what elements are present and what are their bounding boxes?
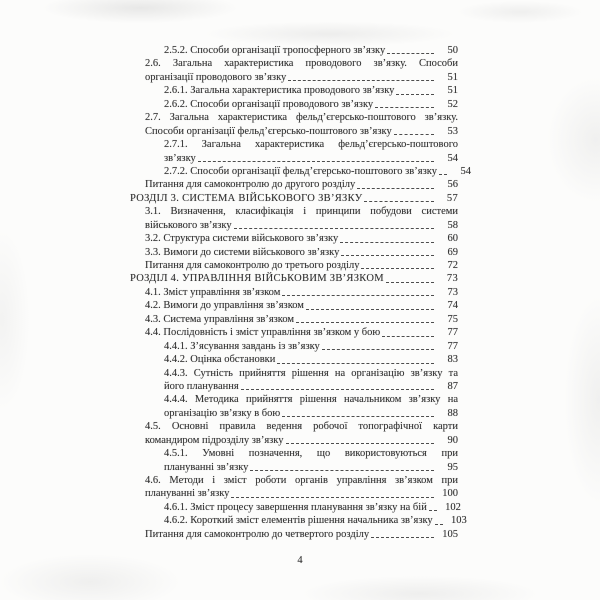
toc-entry-title: 4.5. Основні правила ведення робочої топографічної карти — [145, 421, 458, 433]
dotted-leader — [429, 510, 437, 511]
toc-entry-title: командиром підрозділу зв’язку — [145, 434, 284, 446]
toc-page-number: 50 — [447, 45, 458, 56]
dotted-leader — [234, 228, 434, 229]
toc-page-number: 103 — [450, 515, 467, 527]
toc-page-number: 77 — [447, 327, 458, 339]
dotted-leader — [250, 470, 434, 471]
toc-entry-title: Питання для самоконтролю до четвертого розділу — [145, 528, 370, 540]
dotted-leader — [371, 537, 434, 538]
toc-entry-row — [130, 528, 458, 541]
toc-entry-title: організації проводового зв’язку — [145, 71, 287, 83]
toc-page-number: 52 — [447, 98, 458, 110]
toc-entry-title: 4.1. Зміст управління зв’язком — [145, 286, 281, 298]
toc-chapter-row — [130, 192, 458, 205]
toc-entry-title: 2.5.2. Способи організації тропосферного зв’язку — [164, 45, 386, 56]
toc-entry-row — [130, 514, 467, 527]
toc-entry-title: 2.7. Загальна характеристика фельд’єгерсько-поштового зв’язку. — [145, 112, 458, 124]
dotted-leader — [277, 363, 434, 364]
toc-page-number: 74 — [447, 300, 458, 312]
toc-entry-title: 3.3. Вимоги до системи військового зв’язку — [145, 246, 340, 258]
dotted-leader — [435, 524, 443, 525]
toc-entry-row — [130, 487, 458, 500]
toc-page-number: 73 — [446, 273, 458, 285]
toc-entry-row — [130, 125, 458, 138]
toc-entry-title: 4.4. Послідовність і зміст управління зв’язком у бою — [145, 327, 381, 339]
table-of-contents — [130, 44, 471, 541]
toc-entry-title: 2.7.1. Загальна характеристика фельд’єгерсько-поштового — [164, 139, 458, 151]
toc-entry-row — [130, 434, 458, 447]
toc-entry-title: 4.5.1. Умовні позначення, що використовуються при — [164, 448, 458, 460]
toc-entry-title: 4.6. Методи і зміст роботи органів управління зв’язком при — [145, 475, 458, 486]
toc-page-number: 95 — [447, 461, 458, 473]
toc-entry-row — [130, 299, 458, 312]
toc-entry-row — [130, 246, 458, 259]
dotted-leader — [322, 349, 434, 350]
toc-entry-row — [130, 165, 471, 178]
toc-page-number: 77 — [447, 340, 458, 352]
toc-entry-title: 4.6.2. Короткий зміст елементів рішення начальника зв’язку — [164, 515, 433, 527]
toc-entry-title: військового зв’язку — [145, 219, 232, 231]
toc-entry-row — [130, 286, 458, 299]
toc-entry-row — [130, 98, 458, 111]
toc-entry-row — [130, 353, 458, 366]
toc-entry-row — [130, 474, 458, 487]
toc-page-number: 75 — [447, 313, 458, 325]
toc-entry-title: 4.6.1. Зміст процесу завершення планування зв’язку на бій — [164, 501, 427, 513]
toc-entry-title: 4.4.1. З’ясування завдань із зв’язку — [164, 340, 320, 352]
toc-page-number: 72 — [447, 260, 458, 271]
dotted-leader — [198, 161, 434, 162]
toc-entry-title: 4.4.2. Оцінка обстановки — [164, 354, 276, 366]
toc-entry-row — [130, 84, 458, 97]
toc-entry-row — [130, 219, 458, 232]
dotted-leader — [286, 443, 435, 444]
page-number-footer: 4 — [297, 555, 303, 566]
toc-entry-row — [130, 501, 461, 514]
dotted-leader — [231, 497, 434, 498]
toc-page-number: 56 — [447, 179, 458, 191]
toc-entry-row — [130, 232, 458, 245]
toc-entry-title: Питання для самоконтролю до третього розділу — [145, 260, 360, 271]
toc-entry-title: 3.2. Структура системи військового зв’язку — [145, 233, 339, 245]
toc-page-number: 60 — [447, 233, 458, 245]
toc-entry-row — [130, 44, 458, 57]
toc-entry-title: 4.3. Система управління зв’язком — [145, 313, 295, 325]
dotted-leader — [375, 107, 434, 108]
dotted-leader — [341, 255, 434, 256]
toc-entry-title: 4.2. Вимоги до управління зв’язком — [145, 300, 304, 312]
toc-page-number: 88 — [447, 407, 458, 419]
toc-entry-row — [130, 447, 458, 460]
toc-entry-title: 2.6. Загальна характеристика проводового зв’язку. Способи — [145, 58, 458, 70]
toc-entry-row — [130, 367, 458, 380]
toc-entry-title: 4.4.4. Методика прийняття рішення начальником зв’язку на — [164, 394, 458, 406]
toc-entry-row — [130, 407, 458, 420]
toc-chapter-title: РОЗДІЛ 3. СИСТЕМА ВІЙСЬКОВОГО ЗВ’ЯЗКУ — [130, 192, 363, 204]
dotted-leader — [296, 322, 434, 323]
dotted-leader — [340, 242, 434, 243]
toc-entry-title: 3.1. Визначення, класифікація і принципи побудови системи — [145, 206, 458, 218]
toc-chapter-row — [130, 272, 458, 285]
toc-entry-row — [130, 111, 458, 124]
toc-entry-row — [130, 380, 458, 393]
toc-entry-title: зв’язку — [164, 152, 196, 164]
toc-entry-row — [130, 205, 458, 218]
toc-page-number: 102 — [445, 501, 461, 513]
toc-page-number: 73 — [447, 286, 458, 298]
toc-entry-row — [130, 57, 458, 70]
toc-entry-title: Питання для самоконтролю до другого розділу — [145, 179, 356, 191]
toc-entry-row — [130, 393, 458, 406]
dotted-leader — [394, 134, 434, 135]
toc-entry-row — [130, 152, 458, 165]
toc-page-number: 83 — [447, 354, 458, 366]
toc-page-number: 51 — [447, 71, 458, 83]
toc-entry-title: організацію зв’язку в бою — [164, 407, 281, 419]
dotted-leader — [306, 309, 434, 310]
toc-page-number: 105 — [442, 528, 458, 540]
toc-entry-title: його планування — [164, 380, 239, 392]
toc-entry-title: 2.6.2. Способи організації проводового зв’язку — [164, 98, 374, 110]
toc-page-number: 58 — [447, 219, 458, 231]
dotted-leader — [396, 94, 434, 95]
toc-entry-row — [130, 340, 458, 353]
toc-entry-row — [130, 178, 458, 191]
toc-chapter-title: РОЗДІЛ 4. УПРАВЛІННЯ ВІЙСЬКОВИМ ЗВ’ЯЗКОМ — [130, 273, 384, 285]
toc-page-number: 100 — [442, 488, 458, 500]
toc-entry-row — [130, 138, 458, 151]
toc-entry-title: 4.4.3. Сутність прийняття рішення на організацію зв’язку та — [164, 367, 458, 379]
dotted-leader — [439, 174, 447, 175]
toc-entry-title: 2.7.2. Способи організації фельд’єгерсько-поштового зв’язку — [164, 165, 437, 177]
dotted-leader — [282, 416, 434, 417]
dotted-leader — [282, 295, 434, 296]
toc-page-number: 57 — [446, 192, 458, 204]
toc-entry-row — [130, 313, 458, 326]
dotted-leader — [361, 268, 434, 269]
toc-page-number: 87 — [447, 380, 458, 392]
dotted-leader — [288, 80, 434, 81]
dotted-leader — [357, 188, 434, 189]
toc-page-number: 51 — [447, 85, 458, 97]
dotted-leader — [364, 201, 434, 202]
toc-page-number: 90 — [447, 434, 458, 446]
toc-entry-title: плануванні зв’язку — [145, 488, 230, 500]
toc-page-number: 69 — [447, 246, 458, 258]
dotted-leader — [241, 389, 434, 390]
toc-entry-row — [130, 71, 458, 84]
toc-entry-row — [130, 259, 458, 272]
toc-entry-row — [130, 461, 458, 474]
toc-page-number: 54 — [460, 165, 471, 177]
toc-entry-title: Способи організації фельд’єгерсько-поштового зв’язку — [145, 125, 392, 137]
toc-entry-row — [130, 420, 458, 433]
toc-page-number: 53 — [447, 125, 458, 137]
toc-page-number: 54 — [447, 152, 458, 164]
toc-entry-title: 2.6.1. Загальна характеристика проводового зв’язку — [164, 85, 395, 97]
dotted-leader — [386, 282, 434, 283]
dotted-leader — [387, 53, 434, 54]
dotted-leader — [382, 336, 434, 337]
toc-entry-row — [130, 326, 458, 339]
toc-entry-title: плануванні зв’язку — [164, 461, 249, 473]
